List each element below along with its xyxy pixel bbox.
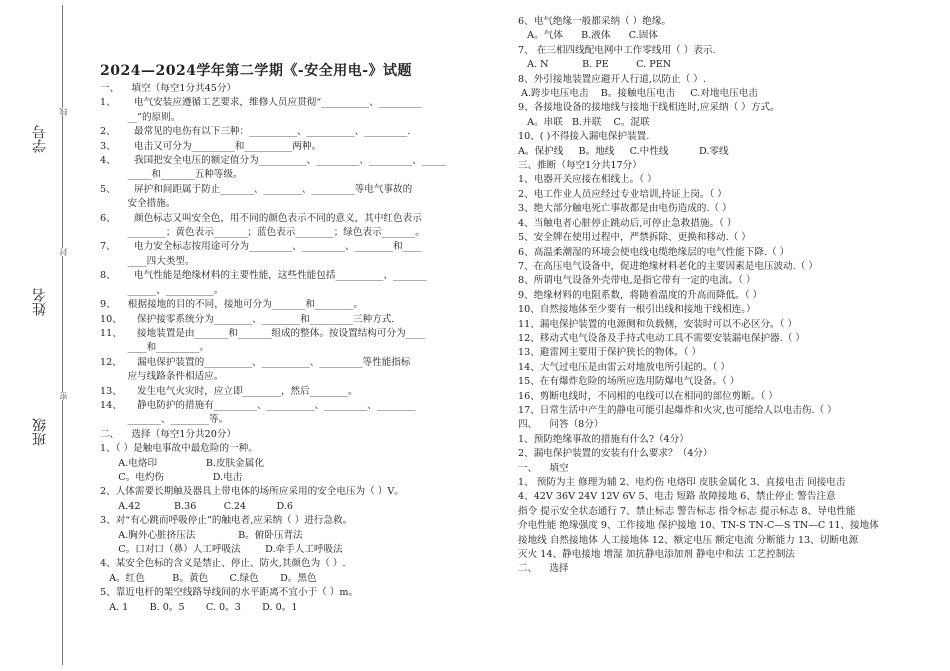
question-line: 6、电气绝缘一般都采纳（ ）绝缘。 — [518, 16, 672, 27]
left-column — [100, 62, 500, 615]
question-line: C。口对口（鼻）人工呼吸法 D.牵手人工呼吸法 — [100, 544, 343, 555]
question-line: 16、剪断电线时，不同相的电线可以在相同的部位剪断。（ ） — [518, 390, 778, 402]
question-line: __”的原则。 — [100, 111, 181, 123]
question-line: A.电烙印 B.皮肤金属化 — [100, 457, 264, 469]
question-line: 2、人体需要长期触及器具上带电体的场所应采用的安全电压为（ ）V。 — [100, 486, 404, 498]
question-line: 3、对“有心跳而呼吸停止”的触电者,应采纳（ ）进行急救。 — [100, 515, 353, 527]
question-line: A。串联 B.并联 C。混联 — [518, 116, 650, 128]
question-line: 4、42V 36V 24V 12V 6V 5、电击 短路 故障接地 6、禁止停止 警告注意 — [518, 491, 836, 503]
question-line: 17、日常生活中产生的静电可能引起爆炸和火灾,也可能给人以电击伤.（ ） — [518, 404, 837, 416]
question-line: 4、某安全色标的含义是禁止、停止、防火,其颜色为（ ）. — [100, 558, 346, 570]
question-line: 9、绝缘材料的电阻系数，将随着温度的升高而降低。（ ） — [518, 289, 763, 301]
question-line: 2、漏电保护装置的安装有什么要求？（4分） — [518, 448, 713, 460]
question-line: 介电性能 绝缘强度 9、工作接地 保护接地 10、TN-S TN-C—S TN—C 11、接地体 — [518, 520, 879, 532]
question-line: 二、 选择（每空1分共20分） — [100, 428, 237, 440]
left-question-list — [100, 82, 500, 615]
question-line: 14、大气过电压是由雷云对地放电所引起的。（ ） — [518, 361, 730, 373]
question-line: 10、( )不得接入漏电保护装置. — [518, 131, 650, 143]
question-line: 1、电器开关应接在相线上。（ ） — [518, 174, 657, 186]
question-line: 一、 填空（每空1分共45分） — [100, 83, 237, 94]
question-line: 12、移动式电气设备及手持式电动工具不需要安装漏电保护器.（ ） — [518, 332, 805, 344]
question-line: 2、 最常见的电伤有以下三种：__________、__________、_________. — [100, 126, 411, 138]
name-label: 姓名 — [32, 288, 48, 316]
binding-mark-seal: 封 — [59, 248, 68, 256]
question-line: 5、 屏护和间距属于防止_______、________、_________等电气事故的 — [100, 183, 413, 195]
question-line: _______、________等。 — [100, 414, 229, 426]
question-line: 10、自然接地体至少要有一根引出线和接地干线相连。） — [518, 304, 756, 316]
question-line: 13、避雷网主要用于保护狭长的物体。（ ） — [518, 347, 702, 359]
question-line: 1、（ ）是触电事故中最危险的一种。 — [100, 443, 258, 455]
question-line: 1、 预防为主 修理为辅 2、电灼伤 电烙印 皮肤金属化 3、直接电击 间接电击 — [518, 477, 846, 488]
question-line: C。电灼伤 D.电击 — [100, 471, 243, 483]
question-line: 3、绝大部分触电死亡事故都是由电伤造成的.（ ） — [518, 203, 732, 215]
question-line: 一、 填空 — [518, 462, 569, 474]
question-line: 4、 我国把安全电压的额定值分为__________、_________、_________、_____ — [100, 155, 446, 167]
question-line: 14、 静电防护的措施有_________、__________、_________、________ — [100, 399, 416, 411]
question-line: 3、 电击又可分为_________和__________两种。 — [100, 140, 322, 152]
question-line: 四、 问答（8分） — [518, 419, 604, 431]
binding-margin — [0, 0, 100, 671]
question-line: 应与线路条件相适应。 — [100, 371, 224, 383]
question-line: 9、各接地设备的接地线与接地干线相连时,应采纳（ ）方式。 — [518, 102, 780, 114]
question-line: A.42 B.36 C.24 D.6 — [100, 500, 294, 512]
question-line: 2、电工作业人员应经过专业培训,持证上岗。（ ） — [518, 188, 727, 200]
question-line: 8、外引接地装置应避开人行道,以防止（ ）. — [518, 73, 706, 85]
question-line: A。红色 B。黄色 C.绿色 D。黑色 — [100, 572, 317, 584]
question-line: A。气体 B.液体 C.固体 — [518, 30, 658, 42]
question-line: ________；黄色表示_______；蓝色表示________；绿色表示_______。 — [100, 227, 425, 239]
binding-mark-line: 线 — [59, 108, 68, 116]
question-line: 三、推断（每空1分共17分） — [518, 160, 642, 172]
exam-title: 2024—2024学年第二学期《-安全用电-》试题 — [100, 63, 413, 79]
question-line: _____和_______五种等级。 — [100, 169, 243, 181]
question-line: ______、__________。 — [100, 284, 224, 296]
question-line: 7、 电力安全标志按用途可分为_________、_________、________和____ — [100, 241, 422, 253]
question-line: 13、 发生电气火灾时，应立即________，然后________。 — [100, 385, 358, 397]
question-line: 1、 电气安装应遵循工艺要求，维修人员应贯彻“__________、_________ — [100, 97, 422, 109]
right-column — [518, 15, 943, 577]
question-line: 二、 选择 — [518, 563, 569, 575]
question-line: A。保护线 B。地线 C.中性线 D.零线 — [518, 145, 729, 157]
question-line: 指令 提示安全状态通行 7、禁止标志 警告标志 指令标志 提示标志 8、导电性能 — [518, 505, 856, 517]
right-question-list — [518, 15, 943, 577]
question-line: 6、高温柔潮湿的环境会使电线电缆绝缘层的电气性能下降.（ ） — [518, 246, 790, 258]
question-line: 5、安全牌在使用过程中，严禁拆除、更换和移动.（ ） — [518, 232, 751, 244]
question-line: 11、漏电保护装置的电源侧和负载侧，安装时可以不必区分。（ ） — [518, 318, 798, 330]
question-line: 8、 电气性能是绝缘材料的主要性能，这些性能包括__________、_______ — [100, 270, 427, 282]
question-line: 7、在高压电气设备中，促进绝缘材料老化的主要因素是电压波动.（ ） — [518, 260, 819, 272]
question-line: A.胸外心脏挤压法 B。俯卧压背法 — [100, 529, 303, 541]
binding-mark-secret: 密 — [59, 392, 68, 400]
question-line: 9、 根据接地的目的不同，接地可分为_______和________。 — [100, 299, 363, 311]
question-line: 7、 在三相四线配电网中工作零线用（ ）表示. — [518, 44, 716, 56]
question-line: 1、预防绝缘事故的措施有什么?（4分） — [518, 433, 689, 445]
question-line: 4、当触电者心脏停止跳动后,可停止急救措施。（ ） — [518, 217, 737, 229]
question-line: A. 1 B. 0。5 C. 0。3 D. 0。1 — [100, 601, 298, 613]
question-line: A. N B. PE C. PEN — [518, 59, 672, 71]
question-line: 8、所谓电气设备外壳带电,是指它带有一定的电流。（ ） — [518, 275, 756, 287]
question-line: A.跨步电压电击 B。接触电压电击 C.对地电压电击 — [518, 88, 758, 100]
question-line: 5、靠近电杆的架空线路导线间的水平距离不宜小于（ ）m。 — [100, 587, 359, 599]
question-line: 6、 颜色标志又叫安全色，用不同的颜色表示不同的意义，其中红色表示 — [100, 212, 422, 224]
question-line: 10、 保护接零系统分为________、________和_________三种方式. — [100, 313, 395, 325]
question-line: 安全措施。 — [100, 198, 176, 210]
question-line: 12、 漏电保护装置的__________、__________、_________等性能指标 — [100, 356, 411, 368]
class-label: 班级 — [32, 418, 48, 446]
question-line: 15、在有爆炸危险的场所应选用防爆电气设备。（ ） — [518, 376, 740, 388]
question-line: 灭火 14、静电接地 增湿 加抗静电添加剂 静电中和法 工艺控制法 — [518, 549, 795, 561]
question-line: 接地线 自然接地体 人工接地体 12、额定电压 额定电流 分断能力 13、切断电源 — [518, 534, 859, 546]
student-id-label: 学号 — [32, 125, 48, 153]
question-line: ____四大类型。 — [100, 255, 195, 267]
question-line: ____和_________。 — [100, 342, 209, 354]
binding-line — [62, 5, 63, 665]
question-line: 11、 接地装置是由_______和_______组成的整体。按设置结构可分为____ — [100, 327, 425, 339]
